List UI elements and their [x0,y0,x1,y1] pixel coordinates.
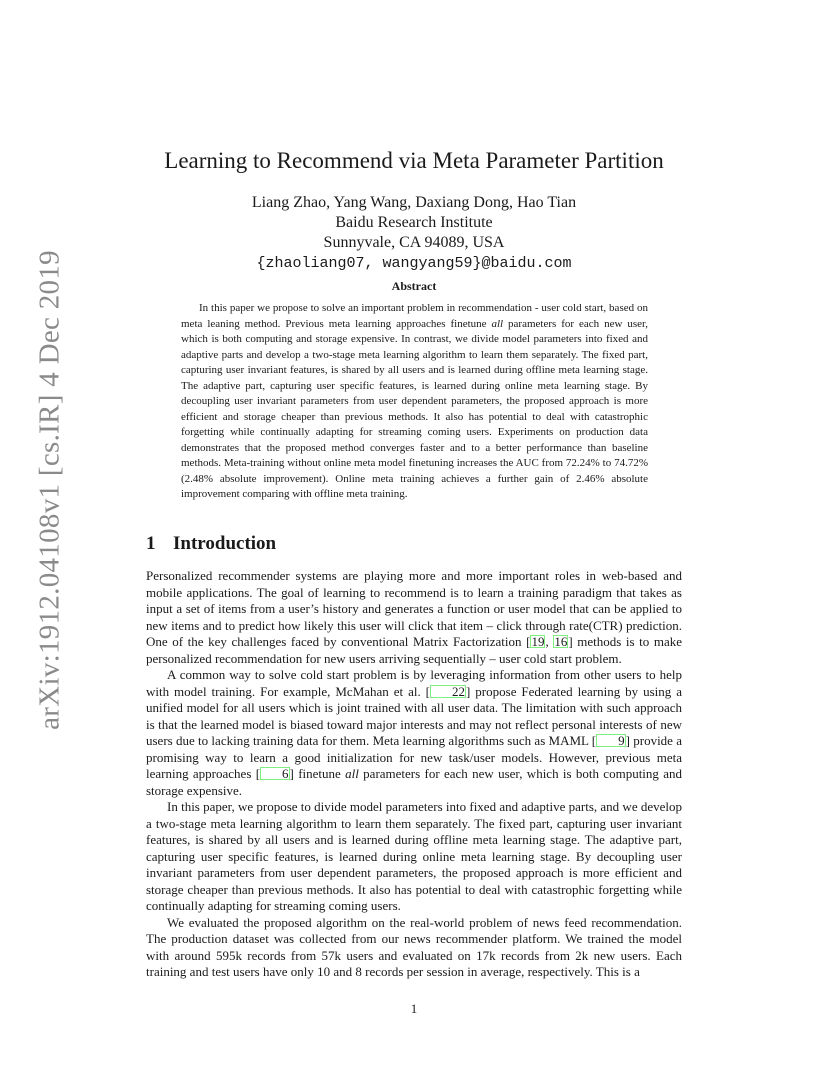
page-number: 1 [410,1001,418,1016]
paragraph-text: methods is to make personalized recommendation for new users arriving sequentially – user cold start problem. [146,634,682,666]
paragraph: A common way to solve cold start problem is by leveraging information from other users to help with model training. For example, McMahan et al. [ 22] propose Federated learning by using a unified model for all users which is joint trained with all user data. The limitation with such approach is that the learned model is biased toward major interests and may not reflect personal interests of new users due to lacking training data for them. Meta learning algorithms such as MAML [ 9] provide a promising way to learn a good initialization for new task/user models. However, previous meta learning approaches [ 6] finetune all parameters for each new user, which is both computing and storage expensive. [146,667,683,798]
emphasis: all [345,766,359,781]
section-heading [146,533,276,555]
paragraph-text: propose Federated learning by using a unified model for all users which is joint trained with all user data. The limitation with such approach is that the learned model is biased toward major interests and may not reflect personal interests of new users due to lacking training data for them. Meta learning algorithms such as MAML [146,683,682,748]
citation-link[interactable]: 19 [531,634,545,649]
abstract-text-part: In this paper we propose to solve an important problem in recommendation - user cold start, based on meta leaning method. Previous meta learning approaches finetune [181,302,648,330]
paper-title: Learning to Recommend via Meta Parameter Partition [164,148,664,173]
author-names: Liang Zhao, Yang Wang, Daxiang Dong, Hao Tian [251,194,577,211]
paragraph: We evaluated the proposed algorithm on the real-world problem of news feed recommendation. The production dataset was collected from our news recommender platform. We trained the model with around 595k records from 57k users and evaluated on 17k records from 2k new users. Each training and test users have only 10 and 8 records per session in average, respectively. This is a [146,914,682,979]
paragraph: Personalized recommender systems are playing more and more important roles in web-based and mobile applications. The goal of learning to recommend is to learn a training paradigm that takes as input a set of items from a user’s history and generates a function or user model that can be applied to new items and to predict how likely this user will click that item – click through rate(CTR) prediction. One of the key challenges faced by conventional Matrix Factorization [19, 16] methods is to make personalized recommendation for new users arriving sequentially – user cold start problem. [146,568,682,666]
paragraph-text: provide a promising way to learn a good initialization for new task/user models. However, previous meta learning approaches [146,733,683,781]
citation-separator: , [545,634,554,649]
abstract-text [181,301,648,503]
arxiv-identifier: arXiv:1912.04108v1 [cs.IR] 4 Dec 2019 [33,250,66,730]
citation-link[interactable]: 6 [260,767,290,780]
abstract-heading: Abstract [391,279,437,293]
paragraph-text: Personalized recommender systems are playing more and more important roles in web-based and mobile applications. The goal of learning to recommend is to learn a training paradigm that takes as input a set of items from a user’s history and generates a function or user model that can be applied to new items and to predict how likely this user will click that item – click through rate(CTR) prediction. One of the key challenges faced by conventional Matrix Factorization [146,568,682,649]
paragraph-text: finetune [293,766,346,781]
citation-link[interactable]: 9 [596,734,626,747]
paragraph-text: A common way to solve cold start problem is by leveraging information from other users to help with model training. For example, McMahan et al. [146,667,682,699]
affiliation: Baidu Research Institute [335,214,493,231]
citation-link[interactable]: 16 [554,634,568,649]
location: Sunnyvale, CA 94089, USA [323,234,505,251]
section-number: 1 [146,533,156,554]
abstract-text-part: parameters for each new user, which is both computing and storage expensive. In contrast, we divide model parameters into fixed and adaptive parts and develop a two-stage meta learning algorithm to learn them separately. The fixed part, capturing user invariant features, is shared by all users and is learned during offline meta learning stage. The adaptive part, capturing user specific features, is learned during online meta learning stage. By decoupling user invariant parameters from user dependent parameters, the proposed approach is more efficient and storage cheaper than previous methods. It also has potential to deal with catastrophic forgetting while continually adapting for streaming coming users. Experiments on production data demonstrates that the proposed method converges faster and to a better performance than baseline methods. Meta-training without online meta model finetuning increases the AUC from 72.24% to 74.72% (2.48% absolute improvement). Online meta training achieves a further gain of 2.46% absolute improvement comparing with offline meta training. [181,317,648,500]
citation-link[interactable]: 22 [430,685,466,698]
section-title: Introduction [173,533,277,554]
email-address: {zhaoliang07, wangyang59}@baidu.com [256,255,572,272]
paragraph: In this paper, we propose to divide model parameters into fixed and adaptive parts, and we develop a two-stage meta learning algorithm to learn them separately. The fixed part, capturing user invariant features, is shared by all users and is learned during offline meta learning stage. The adaptive part, capturing user specific features, is learned during online meta learning stage. By decoupling user invariant parameters from user dependent parameters, the proposed approach is more efficient and storage cheaper than previous methods. It also has potential to deal with catastrophic forgetting while continually adapting for streaming coming users. [146,799,682,913]
introduction-body [146,568,682,981]
abstract-emphasis: all [491,317,504,330]
paragraph-text: parameters for each new user, which is both computing and storage expensive. [146,766,683,798]
author-block [0,193,828,274]
